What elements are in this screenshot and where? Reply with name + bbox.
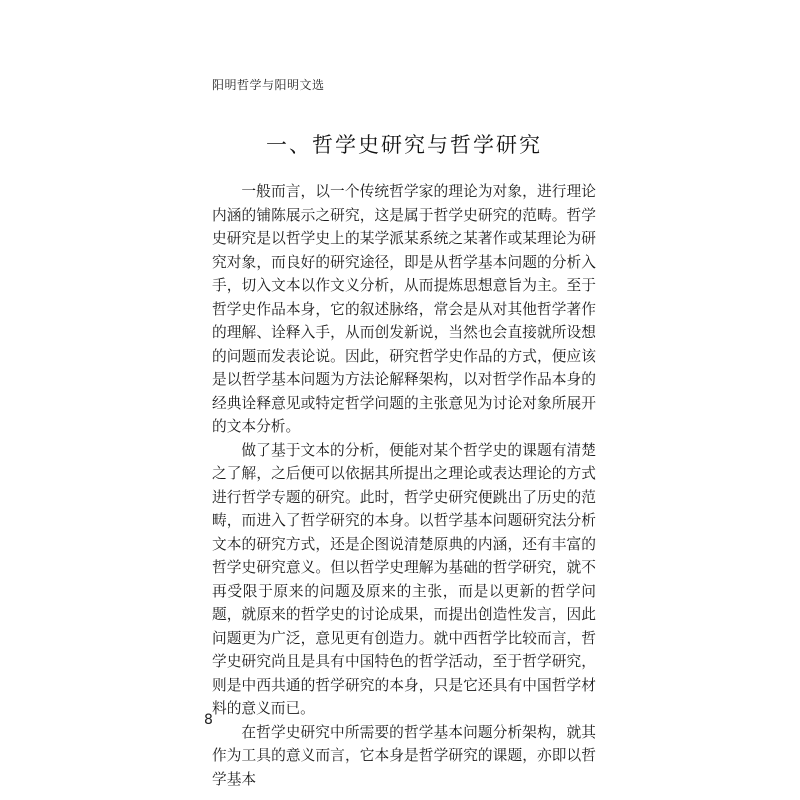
section-title: 一、哲学史研究与哲学研究 bbox=[266, 133, 542, 157]
paragraph-3: 在哲学史研究中所需要的哲学基本问题分析架构，就其作为工具的意义而言，它本身是哲学研究的课题，亦即以哲学基本 bbox=[212, 723, 596, 788]
running-header: 阳明哲学与阳明文选 bbox=[212, 78, 325, 92]
body-text bbox=[212, 180, 596, 791]
paragraph-1: 一般而言，以一个传统哲学家的理论为对象，进行理论内涵的铺陈展示之研究，这是属于哲学史研究的范畴。哲学史研究是以哲学史上的某学派某系统之某著作或某理论为研究对象，而良好的研究途径，即是从哲学基本问题的分析入手，切入文本以作文义分析，从而提炼思想意旨为主。至于哲学史作品本身，它的叙述脉络，常会是从对其他哲学著作的理解、诠释入手，从而创发新说，当然也会直接就所设想的问题而发表论说。因此，研究哲学史作品的方式，便应该是以哲学基本问题为方法论解释架构，以对哲学作品本身的经典诠释意见或特定哲学问题的主张意见为讨论对象所展开的文本分析。 bbox=[212, 183, 596, 435]
page-number: 8 bbox=[204, 712, 213, 728]
paragraph-2: 做了基于文本的分析，便能对某个哲学史的课题有清楚之了解，之后便可以依据其所提出之理论或表达理论的方式进行哲学专题的研究。此时，哲学史研究便跳出了历史的范畴，而进入了哲学研究的本身。以哲学基本问题研究法分析文本的研究方式，还是企图说清楚原典的内涵，还有丰富的哲学史研究意义。但以哲学史理解为基础的哲学研究，就不再受限于原来的问题及原来的主张，而是以更新的哲学问题，就原来的哲学史的讨论成果，而提出创造性发言，因此问题更为广泛，意见更有创造力。就中西哲学比较而言，哲学史研究尚且是具有中国特色的哲学活动，至于哲学研究，则是中西共通的哲学研究的本身，只是它还具有中国哲学材料的意义而已。 bbox=[212, 441, 596, 717]
